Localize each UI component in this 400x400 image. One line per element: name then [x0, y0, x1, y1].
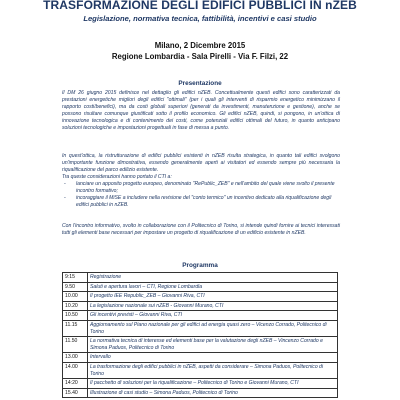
bullet-text: incoraggiare il MiSE a includere nella revisione del "conto termico" un incentivo dedicato alla riqualificazione degli edifici pubblici in nZEB. [76, 194, 332, 208]
description-cell: Illustrazione di casi studio – Simona Paduos, Politecnico di Torino [88, 388, 338, 398]
presentazione-paragraph-3: Tra queste considerazioni hanno portato il CTI a: [62, 174, 172, 180]
presentazione-paragraph-4: Con l'incontro informativo, svolto in collaborazione con il Politecnico di Torino, si intende quindi fornire ai tecnici interessati tutti gli elementi base necessari per impostare un progetto di riqualificazione di un edificio esistente in nZEB. [62, 223, 340, 236]
presentazione-paragraph-1: Il DM 26 giugno 2015 definisce nel dettaglio gli edifici nZEB. Concettualmente questi edifici sono caratterizzati da prestazioni energetiche migliori degli edifici "ottimali" (per i quali gli interventi di risparmio energetico minimizzano il rapporto costi/benefici), ma da costi globali superiori (generati da investimenti, manutenzione e gestione), anche se possono risultare comunque giustificati sotto il profilo economico. Gli edifici nZEB, quindi, si pongono, in un'ottica di innovazione tecnologica e di contenimento dei costi, come potenziali edifici ottimali del futuro, in quanto anticipano soluzioni tecnologiche e impostazioni progettuali in fase di messa a punto. [62, 90, 340, 131]
description-cell: Il pacchetto di soluzioni per la riqualificazione – Politecnico di Torino e Giovanni Murano, CTI [88, 379, 338, 389]
table-row [63, 282, 338, 292]
time-cell: 9.50 [63, 282, 88, 292]
table-row [63, 320, 338, 336]
time-cell: 10.00 [63, 292, 88, 302]
time-cell: 14.00 [63, 362, 88, 378]
description-cell: Il progetto IEE Republic_ZEB – Giovanni Riva, CTI [88, 292, 338, 302]
description-cell: Saluti e apertura lavori – CTI, Regione Lombardia [88, 282, 338, 292]
time-cell: 10.20 [63, 301, 88, 311]
table-row [63, 311, 338, 321]
description-cell: La normativa tecnica di interesse ed elementi base per la valutazione degli nZEB – Vincenzo Corrado e Simona Paduos, Politecnico di Torino [88, 337, 338, 353]
event-date: Milano, 2 Dicembre 2015 [154, 41, 246, 50]
table-row [63, 292, 338, 302]
description-cell: Intervallo [88, 353, 338, 363]
event-venue: Regione Lombardia - Sala Pirelli - Via F. Filzi, 22 [111, 52, 289, 61]
time-cell: 9:15 [63, 273, 88, 283]
table-row [63, 379, 338, 389]
list-item [62, 195, 340, 209]
bullet-dash: - [64, 181, 66, 187]
programma-heading: Programma [182, 262, 218, 269]
time-cell: 13.00 [63, 353, 88, 363]
description-cell: La trasformazione degli edifici pubblici in nZEB, aspetti da considerare – Simona Paduos, Politecnico di Torino [88, 362, 338, 378]
time-cell: 15.40 [63, 388, 88, 398]
time-cell: 14:20 [63, 379, 88, 389]
table-row [63, 353, 338, 363]
table-row [63, 388, 338, 398]
time-cell: 11.50 [63, 337, 88, 353]
table-row [63, 337, 338, 353]
description-cell: La legislazione nazionale sui nZEB - Giovanni Murano, CTI [88, 301, 338, 311]
description-cell: Registrazione [88, 273, 338, 283]
description-cell: Aggiornamento sul Piano nazionale per gli edifici ad energia quasi zero – Vicenzo Corrado, Politecnico di Torino [88, 320, 338, 336]
description-cell: Gli incentivi previsti – Giovanni Riva, CTI [88, 311, 338, 321]
document-title: TRASFORMAZIONE DEGLI EDIFICI PUBBLICI IN nZEB [43, 0, 357, 12]
table-row [63, 273, 338, 283]
bullet-dash: - [64, 194, 66, 201]
time-cell: 10.50 [63, 311, 88, 321]
list-item [62, 181, 340, 195]
bullet-text: lanciare un apposito progetto europeo, denominato "RePublic_ZEB" e nell'ambito del quale viene svolto il presente incontro formativo; [76, 181, 335, 194]
presentazione-paragraph-2: In quest'ottica, la ristrutturazione di edifici pubblici esistenti in nZEB risulta strategica, in quanto tali edifici svolgono un'importante funzione dimostrativa, essendo generalmente aperti ai visitatori ed essendo sempre più necessaria la riqualificazione del parco edilizio esistente. [62, 153, 340, 173]
programma-table [62, 272, 338, 398]
document-subtitle: Legislazione, normativa tecnica, fattibilità, incentivi e casi studio [83, 14, 317, 23]
time-cell: 11.15 [63, 320, 88, 336]
presentazione-bullet-list [62, 181, 340, 209]
table-row [63, 301, 338, 311]
presentazione-heading: Presentazione [178, 80, 222, 87]
table-row [63, 362, 338, 378]
